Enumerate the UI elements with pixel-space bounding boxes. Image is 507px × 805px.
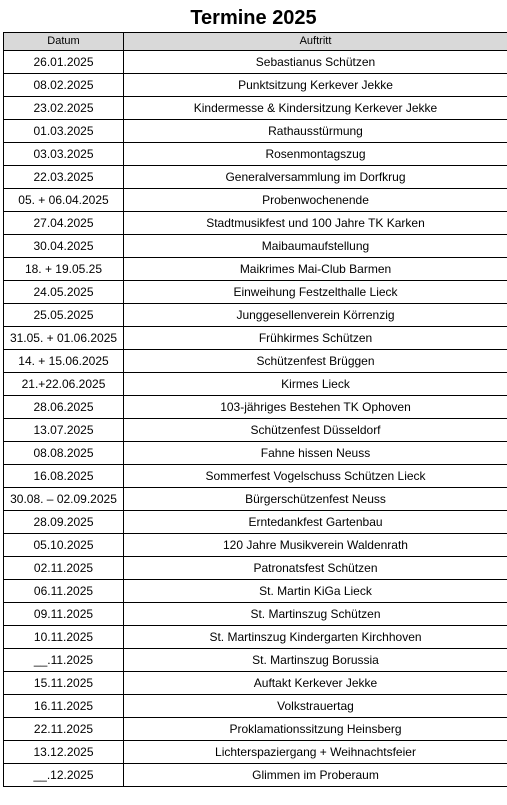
table-row [4,327,507,350]
table-row [4,281,507,304]
column-header-date: Datum [4,33,124,51]
date-cell: 18. + 19.05.25 [4,258,124,281]
date-cell: 09.11.2025 [4,603,124,626]
date-cell: 05. + 06.04.2025 [4,189,124,212]
date-cell: 05.10.2025 [4,534,124,557]
event-cell: Erntedankfest Gartenbau [124,511,507,534]
event-cell: Patronatsfest Schützen [124,557,507,580]
event-cell: St. Martinszug Borussia [124,649,507,672]
table-row [4,350,507,373]
event-cell: St. Martin KiGa Lieck [124,580,507,603]
event-cell: Lichterspaziergang + Weihnachtsfeier [124,741,507,764]
event-cell: Fahne hissen Neuss [124,442,507,465]
event-cell: Maikrimes Mai-Club Barmen [124,258,507,281]
date-cell: 10.11.2025 [4,626,124,649]
table-row [4,120,507,143]
date-cell: 02.11.2025 [4,557,124,580]
table-row [4,74,507,97]
table-row [4,511,507,534]
table-row [4,442,507,465]
date-cell: 26.01.2025 [4,51,124,74]
event-cell: Volkstrauertag [124,695,507,718]
event-cell: Bürgerschützenfest Neuss [124,488,507,511]
event-cell: Schützenfest Brüggen [124,350,507,373]
table-row [4,626,507,649]
event-cell: St. Martinszug Kindergarten Kirchhoven [124,626,507,649]
table-row [4,672,507,695]
date-text: 31.05. + 01.06.2025 [9,331,118,345]
table-row [4,580,507,603]
table-row [4,603,507,626]
event-cell: 120 Jahre Musikverein Waldenrath [124,534,507,557]
table-row [4,695,507,718]
date-cell [4,488,124,511]
date-text: 30.08. – 02.09.2025 [10,492,117,506]
table-row [4,534,507,557]
table-row [4,396,507,419]
table-header-row [4,33,507,51]
event-cell: Proklamationssitzung Heinsberg [124,718,507,741]
page-title: Termine 2025 [190,7,317,29]
event-cell: Glimmen im Proberaum [124,764,507,787]
date-cell: 28.09.2025 [4,511,124,534]
date-cell: 15.11.2025 [4,672,124,695]
date-cell [4,327,124,350]
event-cell: Generalversammlung im Dorfkrug [124,166,507,189]
date-cell: __.12.2025 [4,764,124,787]
date-cell: 21.+22.06.2025 [4,373,124,396]
table-row [4,741,507,764]
event-cell: Kindermesse & Kindersitzung Kerkever Jekke [124,97,507,120]
table-row [4,488,507,511]
event-cell: Rathausstürmung [124,120,507,143]
date-cell: 13.12.2025 [4,741,124,764]
column-header-event: Auftritt [124,33,507,51]
date-cell: 03.03.2025 [4,143,124,166]
date-cell: 27.04.2025 [4,212,124,235]
event-cell: Maibaumaufstellung [124,235,507,258]
table-row [4,373,507,396]
date-cell: 23.02.2025 [4,97,124,120]
date-cell: 22.11.2025 [4,718,124,741]
date-cell: 30.04.2025 [4,235,124,258]
table-row [4,143,507,166]
date-cell: 08.02.2025 [4,74,124,97]
date-cell: 08.08.2025 [4,442,124,465]
date-cell: 06.11.2025 [4,580,124,603]
event-cell: 103-jähriges Bestehen TK Ophoven [124,396,507,419]
date-cell: 25.05.2025 [4,304,124,327]
event-cell: Sebastianus Schützen [124,51,507,74]
event-cell: Rosenmontagszug [124,143,507,166]
date-cell: 22.03.2025 [4,166,124,189]
date-cell: 14. + 15.06.2025 [4,350,124,373]
table-row [4,465,507,488]
date-cell: 01.03.2025 [4,120,124,143]
table-body [4,51,507,787]
event-cell: Sommerfest Vogelschuss Schützen Lieck [124,465,507,488]
table-row [4,649,507,672]
table-row [4,166,507,189]
table-row [4,718,507,741]
table-row [4,235,507,258]
event-cell: Kirmes Lieck [124,373,507,396]
table-row [4,97,507,120]
event-cell: Punktsitzung Kerkever Jekke [124,74,507,97]
table-row [4,51,507,74]
event-cell: Probenwochenende [124,189,507,212]
table-row [4,764,507,787]
date-cell: 16.08.2025 [4,465,124,488]
table-row [4,258,507,281]
date-cell: 16.11.2025 [4,695,124,718]
event-cell: Junggesellenverein Körrenzig [124,304,507,327]
event-cell: Schützenfest Düsseldorf [124,419,507,442]
event-cell: St. Martinszug Schützen [124,603,507,626]
table-row [4,557,507,580]
table-row [4,304,507,327]
table-row [4,419,507,442]
date-cell: 24.05.2025 [4,281,124,304]
event-cell: Auftakt Kerkever Jekke [124,672,507,695]
table-row [4,212,507,235]
date-cell: 13.07.2025 [4,419,124,442]
schedule-table [3,32,507,787]
event-cell: Stadtmusikfest und 100 Jahre TK Karken [124,212,507,235]
event-cell: Frühkirmes Schützen [124,327,507,350]
event-cell: Einweihung Festzelthalle Lieck [124,281,507,304]
date-cell: __.11.2025 [4,649,124,672]
date-cell: 28.06.2025 [4,396,124,419]
table-row [4,189,507,212]
